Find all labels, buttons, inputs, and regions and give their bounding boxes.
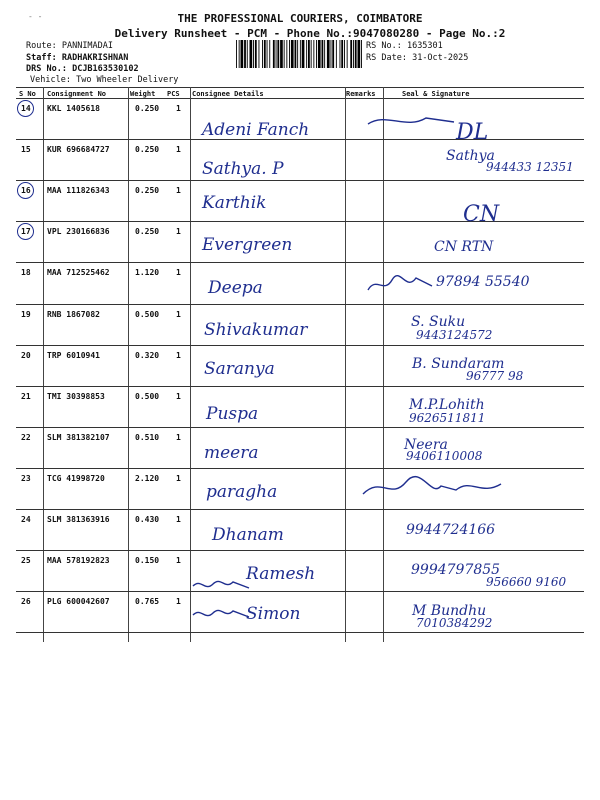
barcode-bar — [361, 40, 362, 68]
barcode-bar — [239, 40, 240, 68]
barcode-bar — [253, 40, 254, 68]
signature-handwriting: M.P.Lohith — [409, 396, 485, 413]
row-consignment-no: VPL 230166836 — [47, 227, 110, 237]
row-consignment-no: MAA 111826343 — [47, 186, 110, 196]
signature-scribble — [361, 474, 511, 502]
row-rule — [16, 345, 584, 346]
col-divider — [43, 87, 44, 642]
row-pcs: 1 — [176, 391, 181, 401]
barcode-bar — [340, 40, 341, 68]
vehicle-label: Vehicle: — [30, 75, 71, 85]
barcode-bar — [318, 40, 321, 68]
header-rule — [16, 98, 584, 99]
barcode-bar — [313, 40, 314, 68]
barcode-bar — [327, 40, 330, 68]
barcode-bar — [289, 40, 290, 68]
row-weight: 1.120 — [135, 268, 160, 278]
barcode-bar — [277, 40, 279, 68]
row-weight: 0.765 — [135, 597, 160, 607]
vehicle-value: Two Wheeler Delivery — [76, 75, 179, 85]
signature-handwriting: S. Suku — [411, 313, 466, 330]
signature-handwriting: DL — [456, 120, 489, 145]
row-sno: 24 — [21, 515, 31, 524]
runsheet-title: Delivery Runsheet - PCM - Phone No.:9047080280 - Page No.:2 — [114, 27, 506, 40]
signature-phone-note: 7010384292 — [416, 616, 493, 631]
handwritten-circle — [17, 223, 34, 240]
row-weight: 0.250 — [135, 186, 160, 196]
barcode-bar — [264, 40, 266, 68]
route-value: PANNIMADAI — [61, 41, 114, 51]
signature-phone-note: 96777 98 — [466, 368, 524, 383]
row-sno: 15 — [21, 145, 31, 155]
signature-phone-note: 9406110008 — [406, 448, 483, 463]
row-consignment-no: KUR 696684727 — [47, 145, 110, 155]
signature-phone-note: 956660 9160 — [486, 575, 567, 590]
barcode-bar — [295, 40, 297, 68]
barcode-bar — [273, 40, 275, 68]
row-pcs: 1 — [176, 515, 181, 524]
rs-no-value: 1635301 — [406, 41, 443, 51]
consignee-handwriting: Shivakumar — [204, 319, 308, 340]
barcode-bar — [308, 40, 310, 68]
barcode-bar — [332, 40, 334, 68]
row-pcs: 1 — [176, 473, 181, 483]
col-header-weight: Weight — [130, 90, 156, 98]
row-pcs: 1 — [176, 597, 181, 607]
barcode-bar — [241, 40, 244, 68]
row-rule — [16, 262, 584, 263]
rs-no-label: RS No.: — [366, 41, 402, 51]
strikethrough-scribble — [191, 578, 251, 592]
row-pcs: 1 — [176, 432, 181, 442]
signature-handwriting: Sathya — [446, 148, 495, 165]
row-rule — [16, 468, 584, 469]
row-sno: 19 — [21, 309, 31, 319]
row-weight: 2.120 — [135, 473, 160, 483]
col-divider — [345, 87, 346, 642]
row-rule — [16, 427, 584, 428]
barcode-bar — [350, 40, 352, 68]
consignee-handwriting: Ramesh — [246, 564, 316, 585]
row-pcs: 1 — [176, 227, 181, 237]
row-consignment-no: PLG 600042607 — [47, 597, 110, 607]
barcode-bar — [316, 40, 317, 68]
barcode-bar — [306, 40, 307, 68]
barcode-bar — [280, 40, 283, 68]
col-header-remarks: Remarks — [346, 90, 376, 98]
barcode-bar — [269, 40, 270, 68]
table-top-rule — [16, 87, 584, 88]
signature-handwriting: CN — [463, 202, 500, 228]
drs-label: DRS No.: — [26, 64, 67, 74]
rs-date-label: RS Date: — [366, 53, 407, 63]
signature-phone-note: 9626511811 — [409, 410, 486, 425]
col-divider — [128, 87, 129, 642]
rs-date-line — [366, 53, 468, 63]
consignee-handwriting: paragha — [206, 481, 278, 502]
row-sno: 18 — [21, 268, 31, 278]
consignee-handwriting: meera — [204, 442, 259, 463]
barcode-bar — [259, 40, 260, 68]
row-weight: 0.510 — [135, 432, 160, 442]
row-weight: 0.250 — [135, 104, 160, 113]
barcode-bar — [344, 40, 345, 68]
rs-date-value: 31-Oct-2025 — [412, 53, 469, 63]
barcode-bar — [322, 40, 324, 68]
row-rule — [16, 550, 584, 551]
row-consignment-no: MAA 712525462 — [47, 268, 110, 278]
row-weight: 0.250 — [135, 145, 160, 155]
barcode-bar — [336, 40, 337, 68]
col-divider — [383, 87, 384, 642]
barcode-bar — [236, 40, 237, 68]
col-header-pcs: PCS — [167, 90, 180, 98]
consignee-handwriting: Adeni Fanch — [202, 120, 310, 140]
row-consignment-no: TMI 30398853 — [47, 391, 105, 401]
row-sno: 20 — [21, 350, 31, 360]
row-rule — [16, 304, 584, 305]
row-weight: 0.150 — [135, 556, 160, 566]
consignee-handwriting: Simon — [246, 604, 301, 625]
signature-phone-note: 944433 12351 — [486, 160, 574, 175]
route-line — [26, 41, 113, 51]
row-rule — [16, 632, 584, 633]
row-sno: 22 — [21, 432, 31, 442]
consignee-handwriting: Karthik — [202, 193, 267, 214]
row-sno: 14 — [21, 104, 31, 113]
row-pcs: 1 — [176, 186, 181, 196]
row-weight: 0.320 — [135, 350, 160, 360]
row-weight: 0.500 — [135, 309, 160, 319]
col-header-consignment: Consignment No — [47, 90, 107, 98]
barcode-bar — [244, 40, 246, 68]
company-title: THE PROFESSIONAL COURIERS, COIMBATORE — [177, 12, 423, 25]
row-weight: 0.500 — [135, 391, 160, 401]
signature-scribble — [366, 110, 456, 130]
row-sno: 25 — [21, 556, 31, 566]
barcode-bar — [250, 40, 253, 68]
row-consignment-no: KKL 1405618 — [47, 104, 100, 113]
signature-handwriting: 9944724166 — [406, 522, 496, 538]
barcode-bar — [355, 40, 357, 68]
row-sno: 26 — [21, 597, 31, 607]
consignee-handwriting: Sathya. P — [202, 159, 284, 180]
signature-phone-note: 9443124572 — [416, 327, 493, 342]
strikethrough-scribble — [191, 607, 251, 621]
barcode-bar — [358, 40, 361, 68]
col-header-signature: Seal & Signature — [402, 90, 470, 98]
consignee-handwriting: Puspa — [206, 403, 259, 424]
barcode-bar — [300, 40, 301, 68]
drs-line — [26, 64, 139, 74]
barcode-bar — [255, 40, 257, 68]
barcode-bar — [331, 40, 332, 68]
barcode-bar — [291, 40, 294, 68]
row-consignment-no: SLM 381382107 — [47, 432, 110, 442]
row-weight: 0.250 — [135, 227, 160, 237]
signature-handwriting: B. Sundaram — [412, 355, 505, 372]
signature-scribble — [366, 272, 436, 296]
drs-value: DCJB163530102 — [72, 64, 139, 74]
row-sno: 17 — [21, 227, 31, 237]
col-header-consignee: Consignee Details — [192, 90, 264, 98]
signature-handwriting: 97894 55540 — [436, 274, 530, 291]
runsheet-table — [16, 87, 584, 642]
col-divider — [190, 87, 191, 642]
row-sno: 16 — [21, 186, 31, 196]
consignee-handwriting: Dhanam — [212, 525, 284, 545]
barcode-bar — [341, 40, 343, 68]
row-rule — [16, 509, 584, 510]
consignee-handwriting: Saranya — [204, 358, 275, 379]
row-pcs: 1 — [176, 104, 181, 113]
barcode-bar — [311, 40, 312, 68]
row-sno: 23 — [21, 473, 31, 483]
row-consignment-no: RNB 1867082 — [47, 309, 100, 319]
row-rule — [16, 180, 584, 181]
barcode-bar — [247, 40, 248, 68]
barcode-bar — [302, 40, 305, 68]
row-rule — [16, 386, 584, 387]
signature-handwriting: Neera — [404, 436, 448, 453]
barcode-bar — [276, 40, 277, 68]
row-consignment-no: TRP 6010941 — [47, 350, 100, 360]
row-rule — [16, 591, 584, 592]
barcode-bar — [347, 40, 348, 68]
row-pcs: 1 — [176, 268, 181, 278]
row-pcs: 1 — [176, 309, 181, 319]
barcode-bar — [324, 40, 325, 68]
barcode-bar — [353, 40, 354, 68]
consignee-handwriting: Deepa — [208, 278, 263, 299]
signature-handwriting: 9994797855 — [411, 562, 501, 579]
row-pcs: 1 — [176, 145, 181, 155]
row-sno: 21 — [21, 391, 31, 401]
row-consignment-no: MAA 578192823 — [47, 556, 110, 566]
staff-label: Staff: — [26, 53, 57, 63]
handwritten-circle — [17, 182, 34, 199]
staff-value: RADHAKRISHNAN — [61, 53, 129, 63]
row-weight: 0.430 — [135, 515, 160, 524]
signature-handwriting: M Bundhu — [412, 603, 487, 620]
barcode — [236, 40, 362, 68]
col-header-sno: S No — [19, 90, 36, 98]
barcode-bar — [297, 40, 298, 68]
barcode-bar — [284, 40, 285, 68]
row-pcs: 1 — [176, 556, 181, 566]
row-consignment-no: SLM 381363916 — [47, 515, 110, 524]
consignee-handwriting: Evergreen — [202, 235, 293, 256]
handwritten-circle — [17, 100, 34, 117]
corner-mark: - - — [28, 12, 43, 21]
staff-line — [26, 53, 128, 63]
route-label: Route: — [26, 41, 57, 51]
row-consignment-no: TCG 41998720 — [47, 473, 105, 483]
rs-no-line — [366, 41, 443, 51]
barcode-bar — [286, 40, 287, 68]
barcode-bar — [262, 40, 263, 68]
barcode-bar — [267, 40, 268, 68]
vehicle-line — [30, 75, 178, 85]
row-pcs: 1 — [176, 350, 181, 360]
signature-handwriting: CN RTN — [434, 239, 494, 256]
